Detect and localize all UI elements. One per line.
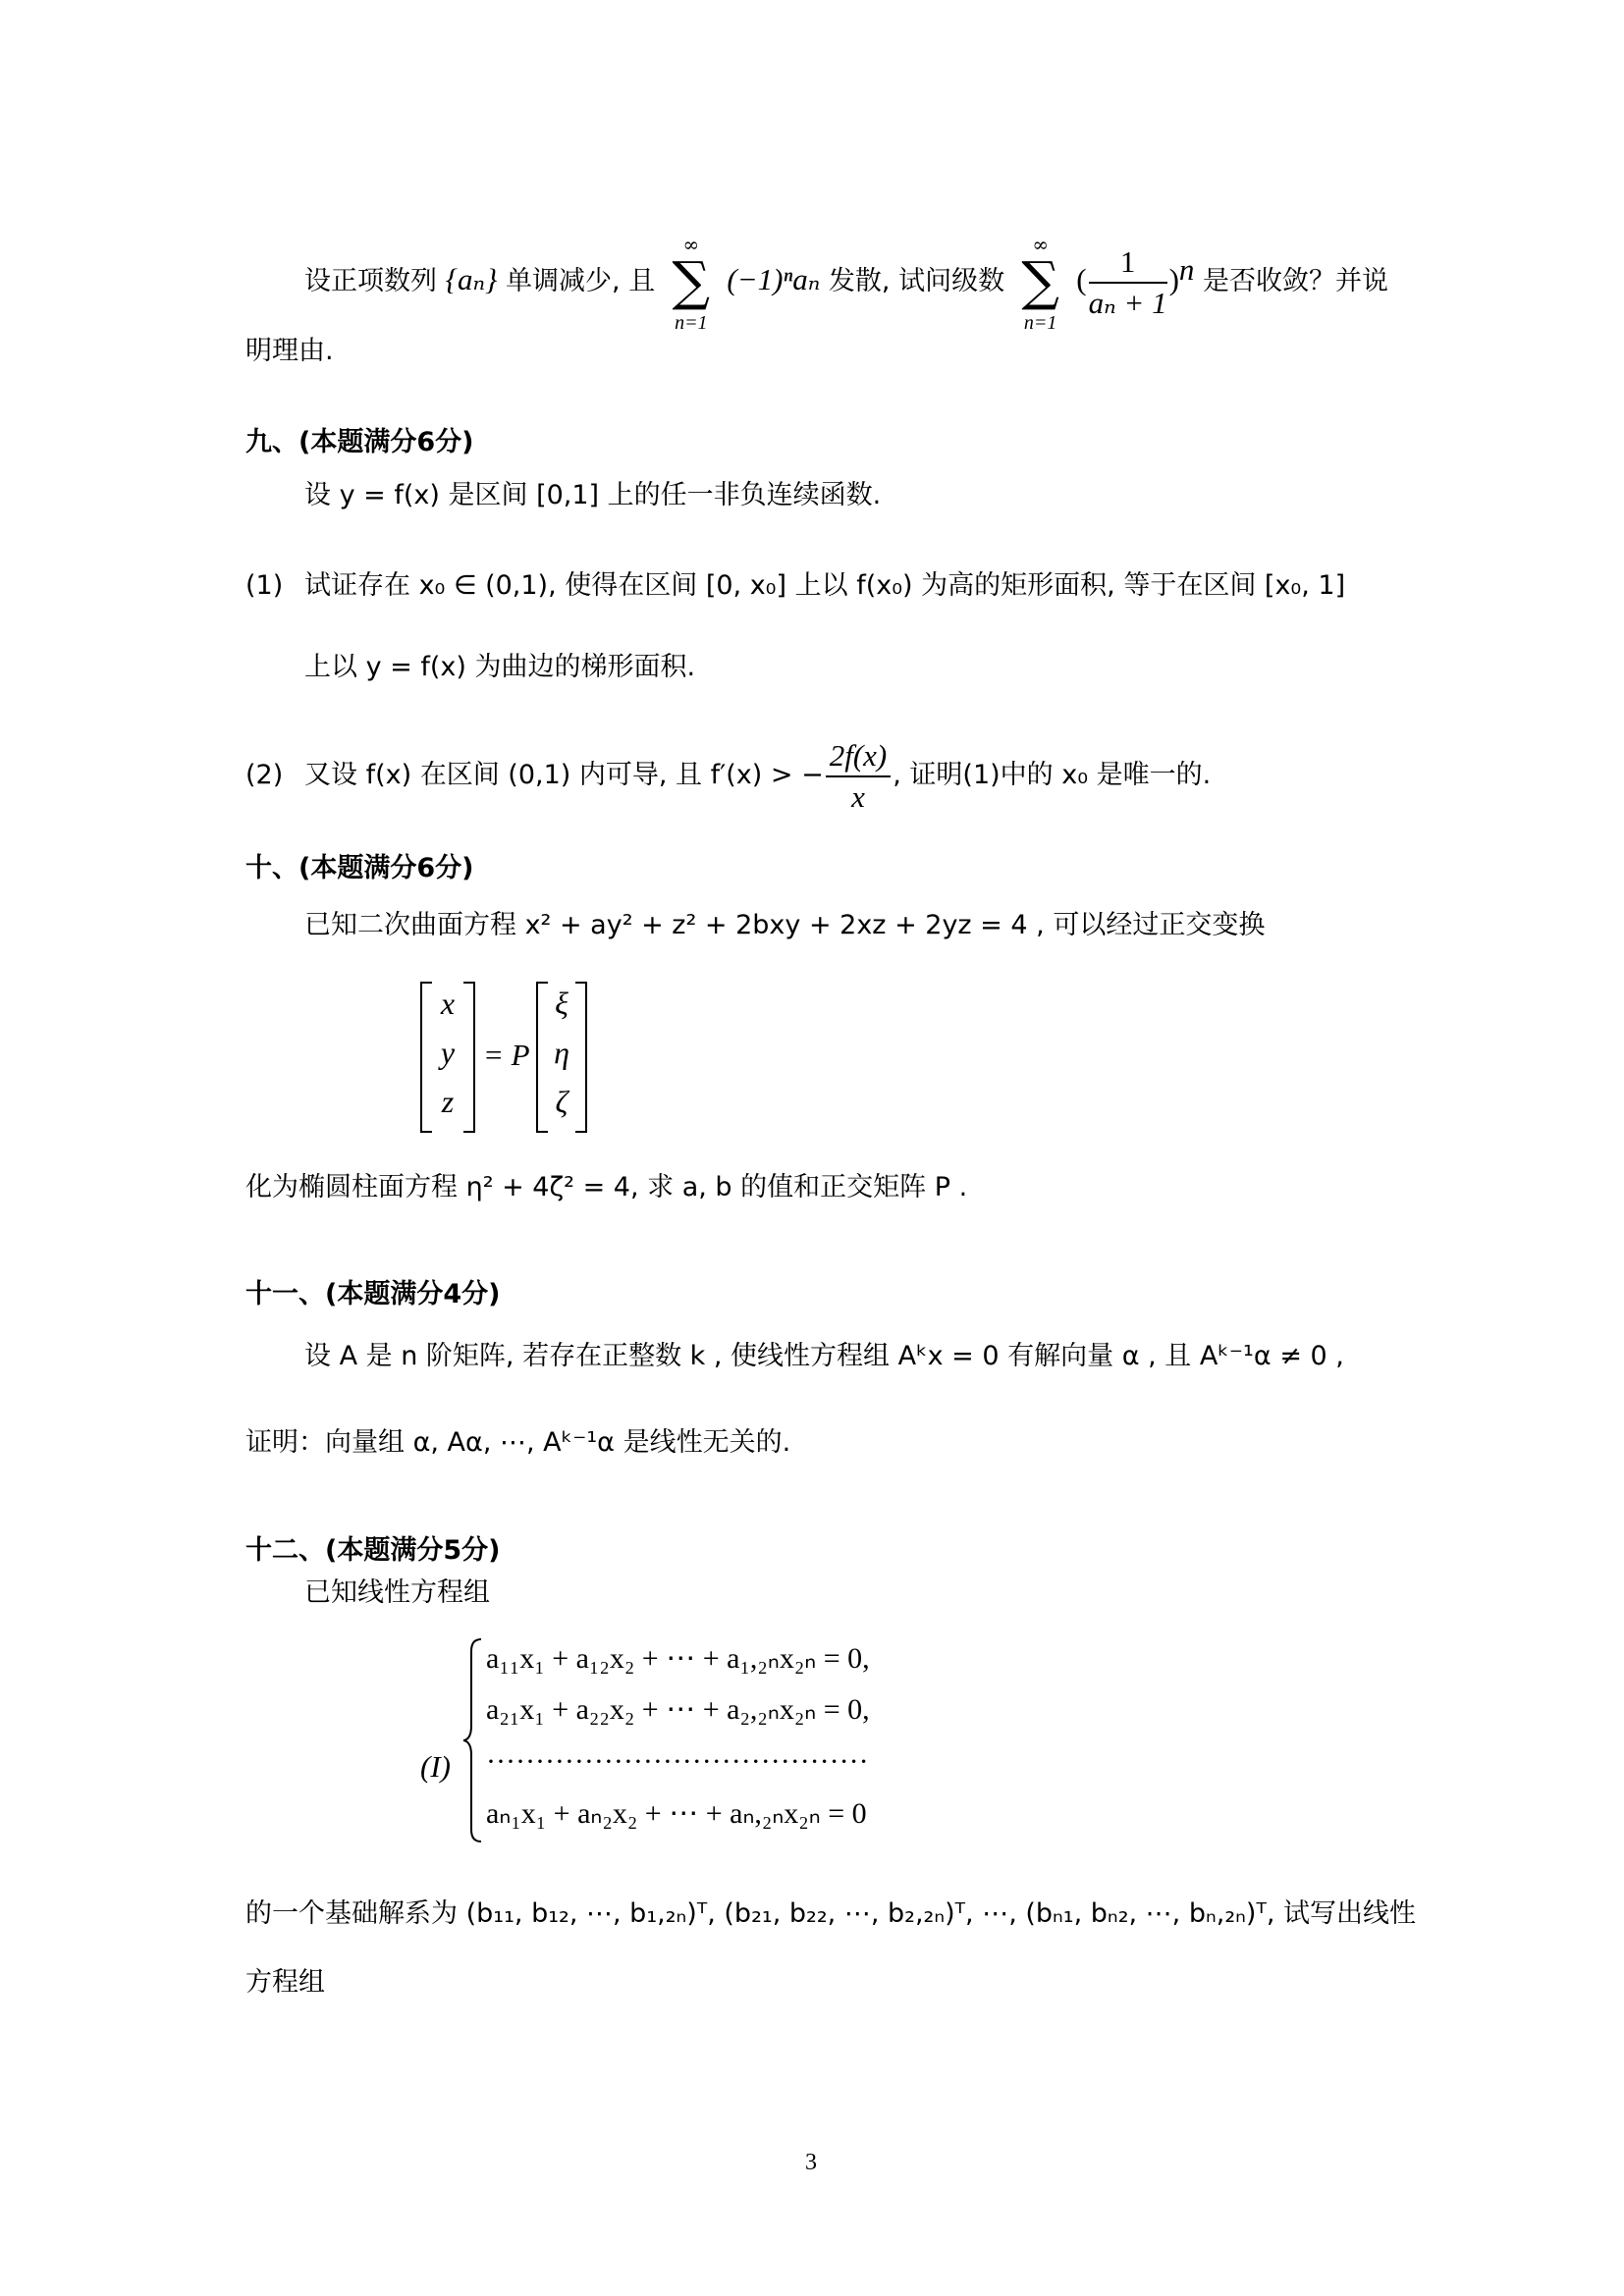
summation-2-lower: n=1: [1023, 311, 1057, 334]
vector-entry: ζ: [555, 1084, 568, 1119]
problem12-line1: 的一个基础解系为 (b₁₁, b₁₂, ⋯, b₁,₂ₙ)ᵀ, (b₂₁, b₂₂, ⋯, b₂,₂ₙ)ᵀ, ⋯, (bₙ₁, bₙ₂, ⋯, bₙ,₂ₙ)ᵀ, 试写出线性: [245, 1898, 1416, 1929]
system-row-2: a₂₁x₁ + a₂₂x₂ + ⋯ + a₂,₂ₙx₂ₙ = 0,: [486, 1693, 870, 1726]
problem10-heading: 十、(本题满分6分): [245, 853, 474, 883]
problem9-part2-text-b: , 证明(1)中的 x₀ 是唯一的.: [893, 760, 1212, 790]
left-brace-icon: [461, 1637, 483, 1843]
system-row-1: a₁₁x₁ + a₁₂x₂ + ⋯ + a₁,₂ₙx₂ₙ = 0,: [486, 1642, 870, 1675]
fraction-numerator: 2f(x): [826, 736, 892, 777]
vector-xyz: [420, 982, 475, 1129]
problem9-part2-label: (2): [245, 760, 284, 790]
system-label: (I): [420, 1749, 451, 1784]
problem9-intro: 设 y = f(x) 是区间 [0,1] 上的任一非负连续函数.: [304, 480, 882, 510]
problem9-part2-text-a: 又设 f(x) 在区间 (0,1) 内可导, 且 f′(x) > −: [304, 760, 824, 790]
problem11-line1: 设 A 是 n 阶矩阵, 若存在正整数 k , 使线性方程组 Aᵏx = 0 有解向量 α , 且 Aᵏ⁻¹α ≠ 0 ,: [304, 1341, 1344, 1371]
problem9-part1-label: (1): [245, 570, 284, 601]
fraction-numerator: 1: [1089, 242, 1167, 284]
system-row-n: aₙ₁x₁ + aₙ₂x₂ + ⋯ + aₙ,₂ₙx₂ₙ = 0: [486, 1797, 867, 1830]
summation-2: [1013, 234, 1068, 332]
problem11-heading: 十一、(本题满分4分): [245, 1279, 501, 1309]
problem8-text-a: 设正项数列: [304, 266, 437, 296]
sigma-icon: ∑: [1021, 249, 1059, 312]
problem11-line2: 证明：向量组 α, Aα, ⋯, Aᵏ⁻¹α 是线性无关的.: [245, 1427, 791, 1458]
fraction-denominator: x: [851, 778, 865, 814]
summation-1-term: (−1)ⁿaₙ: [727, 262, 821, 296]
problem9-heading: 九、(本题满分6分): [245, 427, 474, 457]
page-number: 3: [805, 2150, 817, 2175]
problem12-line2: 方程组: [245, 1967, 325, 1998]
summation-1-upper: ∞: [682, 232, 700, 256]
problem12-intro: 已知线性方程组: [304, 1577, 490, 1608]
vector-entry: η: [554, 1035, 569, 1070]
vector-entry: ξ: [555, 986, 568, 1021]
problem12-heading: 十二、(本题满分5分): [245, 1535, 501, 1566]
sigma-icon: ∑: [672, 249, 711, 312]
system-row-dots: ·······································: [486, 1745, 869, 1778]
problem10-line1: 已知二次曲面方程 x² + ay² + z² + 2bxy + 2xz + 2yz = 4 , 可以经过正交变换: [304, 910, 1266, 940]
problem8-text-c: 发散, 试问级数: [828, 266, 1005, 296]
sequence-symbol: {aₙ}: [445, 262, 498, 296]
vector-xi-eta-zeta: [536, 982, 587, 1129]
vector-entry: x: [440, 986, 456, 1021]
problem8-text-b: 单调减少, 且: [506, 266, 656, 296]
summation-2-upper: ∞: [1032, 232, 1049, 256]
fraction-1-over-an-plus-1: [1089, 242, 1167, 323]
problem10-line2: 化为椭圆柱面方程 η² + 4ζ² = 4, 求 a, b 的值和正交矩阵 P .: [245, 1172, 968, 1202]
fraction-2fx-over-x: [826, 736, 892, 817]
problem8-line1: 设正项数列 {aₙ} 单调减少, 且 ∞ ∑ n=1 (−1)ⁿaₙ 发散, 试问级数 ∞ ∑ n=1 ( $\frac{1}{\text{aₙ + 1}}$ )$^n$ 是否收敛？并说: [304, 232, 1388, 334]
summation-1: [664, 234, 719, 332]
fraction-denominator: aₙ + 1: [1088, 285, 1167, 320]
problem8-text-d: 是否收敛？并说: [1203, 266, 1388, 296]
vector-entry: z: [441, 1084, 455, 1119]
problem9-part1-line1: 试证存在 x₀ ∈ (0,1), 使得在区间 [0, x₀] 上以 f(x₀) 为高的矩形面积, 等于在区间 [x₀, 1]: [304, 570, 1346, 601]
problem9-part1-line2: 上以 y = f(x) 为曲边的梯形面积.: [304, 652, 696, 682]
summation-1-lower: n=1: [675, 311, 708, 334]
problem8-line2: 明理由.: [245, 336, 334, 366]
problem9-part2: [304, 731, 1211, 820]
vector-entry: y: [440, 1035, 456, 1070]
equals-P: = P: [483, 1038, 530, 1072]
